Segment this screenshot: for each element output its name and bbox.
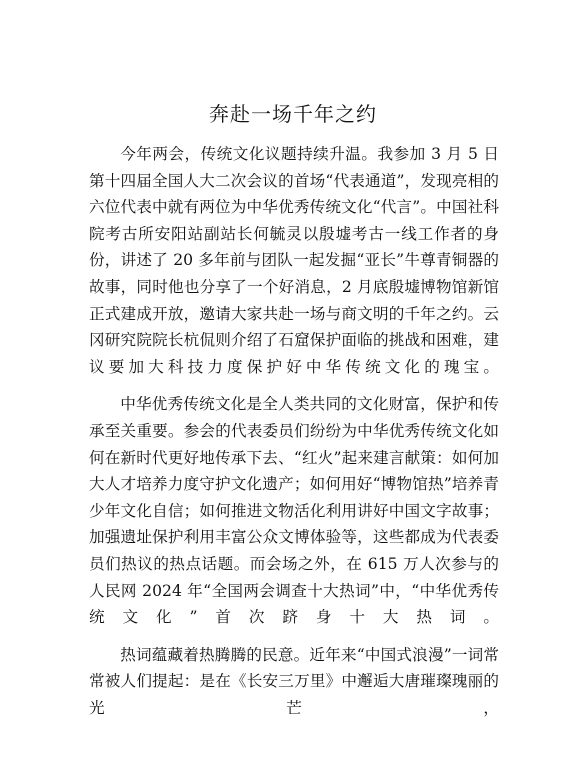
article-title: 奔赴一场千年之约 [209,102,377,126]
article-body [89,141,499,721]
paragraph-2: 中华优秀传统文化是全人类共同的文化财富，保护和传承至关重要。参会的代表委员们纷纷为中华优秀传统文化如何在新时代更好地传承下去、“红火”起来建言献策：如何加大人才培养力度守护文化遗产；如何用好“博物馆热”培养青少年文化自信；如何推进文物活化利用讲好中国文字故事；加强遗址保护利用丰富公众文博体验等，这些都成为代表委员们热议的热点话题。而会场之外，在 615 万人次参与的人民网 2024 年“全国两会调查十大热词”中，“中华优秀传统文化”首次跻身十大热词。 [89,395,499,627]
paragraph-3: 热词蕴藏着热腾腾的民意。近年来“中国式浪漫”一词常常被人们提起：是在《长安三万里》中邂逅大唐璀璨瑰丽的光芒， [89,645,499,717]
paragraph-1: 今年两会，传统文化议题持续升温。我参加 3 月 5 日第十四届全国人大二次会议的首场“代表通道”，发现亮相的六位代表中就有两位为中华优秀传统文化“代言”。中国社科院考古所安阳站副站长何毓灵以殷墟考古一线工作者的身份，讲述了 20 多年前与团队一起发掘“亚长”牛尊青铜器的故事，同时他也分享了一个好消息，2 月底殷墟博物馆新馆正式建成开放，邀请大家共赴一场与商文明的千年之约。云冈研究院院长杭侃则介绍了石窟保护面临的挑战和困难，建议要加大科技力度保护好中华传统文化的瑰宝。 [89,145,499,376]
